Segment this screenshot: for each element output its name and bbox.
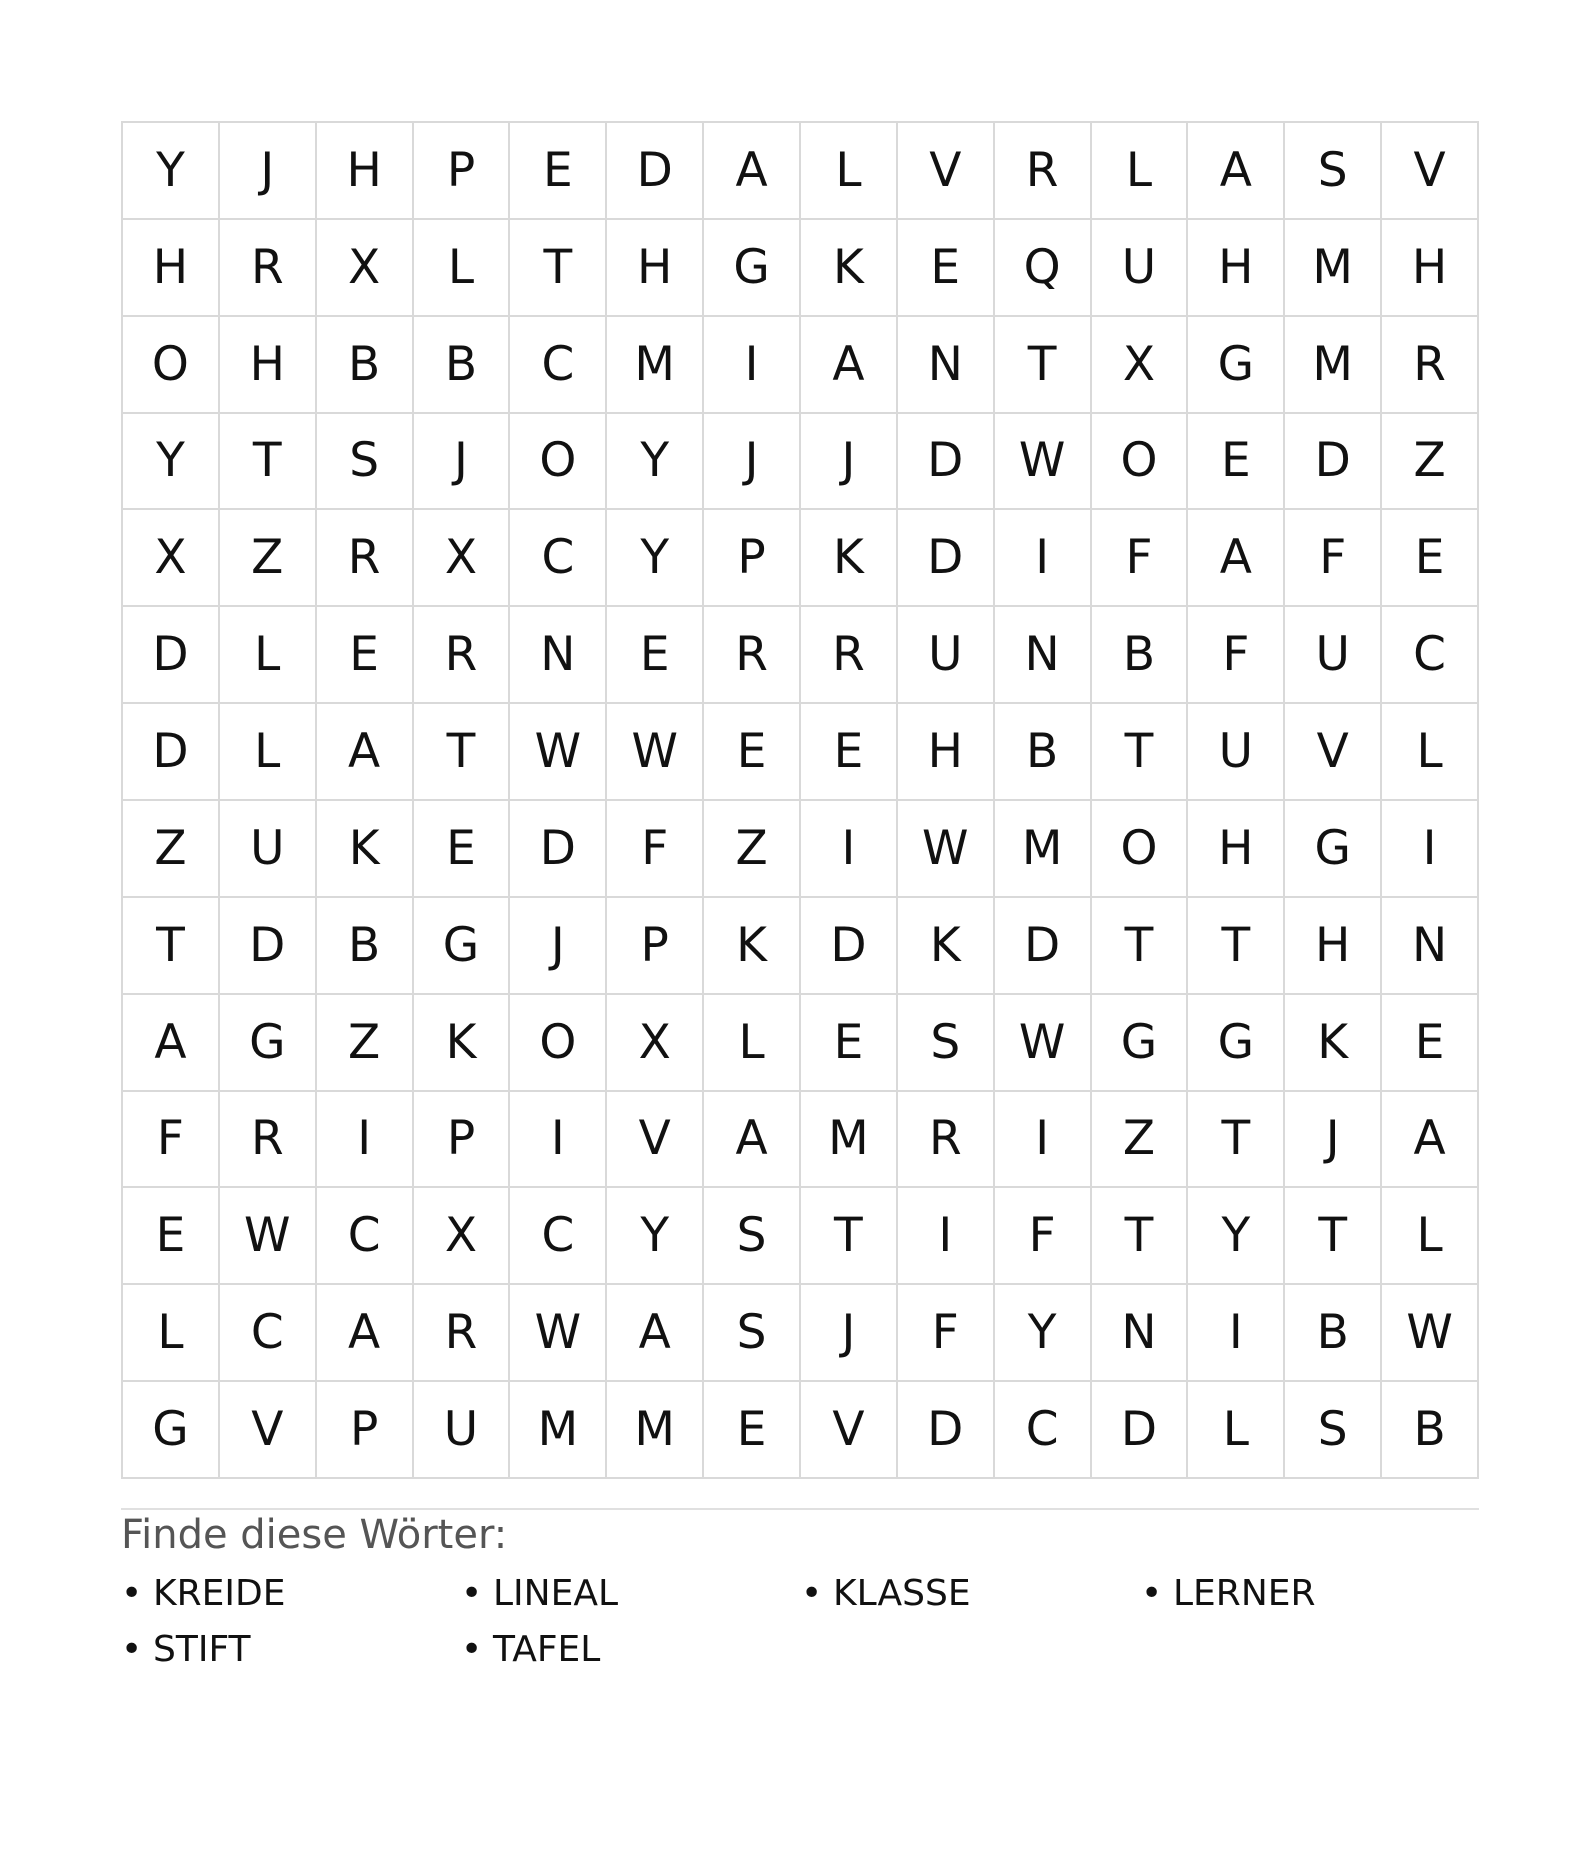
grid-cell[interactable]: Y (607, 1188, 704, 1285)
grid-cell[interactable]: V (1285, 704, 1382, 801)
grid-cell[interactable]: I (801, 801, 898, 898)
word-label: KLASSE (833, 1573, 971, 1614)
grid-cell[interactable]: S (1285, 1382, 1382, 1479)
grid-cell[interactable]: L (1188, 1382, 1285, 1479)
grid-cell[interactable]: S (704, 1188, 801, 1285)
grid-cell[interactable]: A (1188, 123, 1285, 220)
grid-cell[interactable]: G (1188, 317, 1285, 414)
grid-cell[interactable]: J (414, 414, 511, 511)
grid-cell[interactable]: G (123, 1382, 220, 1479)
grid-cell[interactable]: I (995, 510, 1092, 607)
grid-cell[interactable]: E (414, 801, 511, 898)
grid-cell[interactable]: B (317, 898, 414, 995)
grid-cell[interactable]: L (801, 123, 898, 220)
grid-cell[interactable]: D (220, 898, 317, 995)
grid-cell[interactable]: D (1092, 1382, 1189, 1479)
grid-cell[interactable]: D (898, 414, 995, 511)
grid-cell[interactable]: D (607, 123, 704, 220)
grid-cell[interactable]: C (510, 317, 607, 414)
word-label: LINEAL (493, 1573, 619, 1614)
grid-cell[interactable]: L (123, 1285, 220, 1382)
grid-cell[interactable]: T (510, 220, 607, 317)
grid-cell[interactable]: T (220, 414, 317, 511)
grid-cell[interactable]: U (898, 607, 995, 704)
grid-cell[interactable]: E (801, 995, 898, 1092)
grid-cell[interactable]: H (607, 220, 704, 317)
grid-cell[interactable]: C (220, 1285, 317, 1382)
grid-cell[interactable]: D (898, 1382, 995, 1479)
grid-cell[interactable]: W (510, 1285, 607, 1382)
grid-cell[interactable]: E (898, 220, 995, 317)
grid-cell[interactable]: T (414, 704, 511, 801)
grid-cell[interactable]: T (1188, 898, 1285, 995)
grid-cell[interactable]: H (123, 220, 220, 317)
grid-cell[interactable]: X (414, 510, 511, 607)
grid-cell[interactable]: E (510, 123, 607, 220)
grid-cell[interactable]: S (898, 995, 995, 1092)
grid-cell[interactable]: L (1382, 704, 1479, 801)
grid-cell[interactable]: O (510, 995, 607, 1092)
grid-cell[interactable]: K (801, 510, 898, 607)
word-list-item (461, 1570, 801, 1618)
grid-cell[interactable]: V (607, 1092, 704, 1189)
grid-cell[interactable]: H (1188, 801, 1285, 898)
grid-cell[interactable]: B (1092, 607, 1189, 704)
grid-cell[interactable]: R (801, 607, 898, 704)
grid-cell[interactable]: W (607, 704, 704, 801)
grid-cell[interactable]: I (704, 317, 801, 414)
grid-cell[interactable]: E (123, 1188, 220, 1285)
grid-cell[interactable]: V (1382, 123, 1479, 220)
grid-cell[interactable]: Z (317, 995, 414, 1092)
bullet-icon: • (461, 1629, 483, 1670)
grid-cell[interactable]: P (317, 1382, 414, 1479)
grid-cell[interactable]: E (1382, 995, 1479, 1092)
grid-cell[interactable]: V (220, 1382, 317, 1479)
grid-cell[interactable]: T (995, 317, 1092, 414)
grid-cell[interactable]: T (123, 898, 220, 995)
grid-cell[interactable]: R (317, 510, 414, 607)
grid-cell[interactable]: B (1285, 1285, 1382, 1382)
grid-cell[interactable]: Y (995, 1285, 1092, 1382)
grid-cell[interactable]: N (1092, 1285, 1189, 1382)
word-list-item (121, 1626, 461, 1674)
grid-cell[interactable]: L (1092, 123, 1189, 220)
word-list (121, 1570, 1479, 1674)
grid-cell[interactable]: Z (704, 801, 801, 898)
grid-cell[interactable]: X (414, 1188, 511, 1285)
grid-cell[interactable]: A (704, 123, 801, 220)
grid-cell[interactable]: E (317, 607, 414, 704)
grid-cell[interactable]: S (1285, 123, 1382, 220)
grid-cell[interactable]: V (801, 1382, 898, 1479)
grid-cell[interactable]: T (1188, 1092, 1285, 1189)
grid-cell[interactable]: G (1092, 995, 1189, 1092)
word-label: STIFT (153, 1629, 251, 1670)
grid-cell[interactable]: A (1188, 510, 1285, 607)
grid-cell[interactable]: Y (123, 123, 220, 220)
grid-cell[interactable]: U (1092, 220, 1189, 317)
grid-cell[interactable]: E (607, 607, 704, 704)
grid-cell[interactable]: W (898, 801, 995, 898)
word-label: LERNER (1173, 1573, 1316, 1614)
grid-cell[interactable]: R (995, 123, 1092, 220)
grid-cell[interactable]: N (995, 607, 1092, 704)
grid-cell[interactable]: R (704, 607, 801, 704)
grid-cell[interactable]: B (414, 317, 511, 414)
grid-cell[interactable]: T (1092, 898, 1189, 995)
grid-cell[interactable]: X (607, 995, 704, 1092)
word-list-item (801, 1570, 1141, 1618)
grid-cell[interactable]: H (1188, 220, 1285, 317)
grid-cell[interactable]: A (1382, 1092, 1479, 1189)
grid-cell[interactable]: W (510, 704, 607, 801)
grid-cell[interactable]: B (995, 704, 1092, 801)
grid-cell[interactable]: G (414, 898, 511, 995)
grid-cell[interactable]: F (898, 1285, 995, 1382)
grid-cell[interactable]: O (123, 317, 220, 414)
grid-cell[interactable]: H (317, 123, 414, 220)
grid-cell[interactable]: F (1188, 607, 1285, 704)
grid-cell[interactable]: E (704, 704, 801, 801)
grid-cell[interactable]: Z (1382, 414, 1479, 511)
grid-cell[interactable]: O (510, 414, 607, 511)
grid-cell[interactable]: L (704, 995, 801, 1092)
grid-cell[interactable]: Z (123, 801, 220, 898)
grid-cell[interactable]: K (1285, 995, 1382, 1092)
grid-cell[interactable]: L (414, 220, 511, 317)
grid-cell[interactable]: G (1188, 995, 1285, 1092)
grid-cell[interactable]: B (1382, 1382, 1479, 1479)
grid-cell[interactable]: E (1188, 414, 1285, 511)
grid-cell[interactable]: E (704, 1382, 801, 1479)
grid-cell[interactable]: A (317, 1285, 414, 1382)
grid-cell[interactable]: Z (220, 510, 317, 607)
grid-cell[interactable]: K (801, 220, 898, 317)
grid-cell[interactable]: P (414, 123, 511, 220)
grid-cell[interactable]: M (607, 317, 704, 414)
grid-cell[interactable]: R (1382, 317, 1479, 414)
grid-cell[interactable]: J (801, 414, 898, 511)
grid-cell[interactable]: D (123, 704, 220, 801)
grid-cell[interactable]: K (414, 995, 511, 1092)
grid-cell[interactable]: N (510, 607, 607, 704)
grid-cell[interactable]: E (801, 704, 898, 801)
bullet-icon: • (461, 1573, 483, 1614)
grid-cell[interactable]: F (123, 1092, 220, 1189)
grid-cell[interactable]: L (1382, 1188, 1479, 1285)
grid-cell[interactable]: G (220, 995, 317, 1092)
grid-cell[interactable]: U (414, 1382, 511, 1479)
grid-cell[interactable]: F (1285, 510, 1382, 607)
grid-cell[interactable]: G (704, 220, 801, 317)
grid-cell[interactable]: J (510, 898, 607, 995)
grid-cell[interactable]: W (220, 1188, 317, 1285)
word-label: KREIDE (153, 1573, 286, 1614)
grid-cell[interactable]: B (317, 317, 414, 414)
grid-cell[interactable]: L (220, 607, 317, 704)
grid-cell[interactable]: N (1382, 898, 1479, 995)
grid-cell[interactable]: Y (123, 414, 220, 511)
grid-cell[interactable]: F (995, 1188, 1092, 1285)
grid-cell[interactable]: R (414, 1285, 511, 1382)
grid-cell[interactable]: U (1285, 607, 1382, 704)
grid-cell[interactable]: D (801, 898, 898, 995)
grid-cell[interactable]: X (1092, 317, 1189, 414)
grid-cell[interactable]: C (995, 1382, 1092, 1479)
grid-cell[interactable]: M (995, 801, 1092, 898)
word-list-item (461, 1626, 801, 1674)
grid-cell[interactable]: H (1382, 220, 1479, 317)
grid-cell[interactable]: K (898, 898, 995, 995)
grid-cell[interactable]: W (995, 995, 1092, 1092)
grid-cell[interactable]: I (317, 1092, 414, 1189)
grid-cell[interactable]: V (898, 123, 995, 220)
grid-cell[interactable]: A (704, 1092, 801, 1189)
grid-cell[interactable]: T (1092, 1188, 1189, 1285)
grid-cell[interactable]: R (220, 220, 317, 317)
grid-cell[interactable]: O (1092, 801, 1189, 898)
grid-cell[interactable]: M (510, 1382, 607, 1479)
grid-cell[interactable]: S (704, 1285, 801, 1382)
grid-cell[interactable]: D (1285, 414, 1382, 511)
word-list-item (121, 1570, 461, 1618)
grid-cell[interactable]: J (704, 414, 801, 511)
grid-cell[interactable]: I (995, 1092, 1092, 1189)
grid-cell[interactable]: S (317, 414, 414, 511)
grid-cell[interactable]: K (704, 898, 801, 995)
word-list-item (1141, 1570, 1481, 1618)
grid-cell[interactable]: C (1382, 607, 1479, 704)
grid-cell[interactable]: W (995, 414, 1092, 511)
grid-cell[interactable]: I (1188, 1285, 1285, 1382)
grid-cell[interactable]: H (1285, 898, 1382, 995)
grid-cell[interactable]: D (898, 510, 995, 607)
grid-cell[interactable]: R (414, 607, 511, 704)
grid-cell[interactable]: T (1092, 704, 1189, 801)
word-label: TAFEL (493, 1629, 601, 1670)
grid-cell[interactable]: X (123, 510, 220, 607)
grid-cell[interactable]: L (220, 704, 317, 801)
grid-cell[interactable]: X (317, 220, 414, 317)
grid-cell[interactable]: J (801, 1285, 898, 1382)
grid-cell[interactable]: A (317, 704, 414, 801)
grid-cell[interactable]: H (898, 704, 995, 801)
grid-cell[interactable]: K (317, 801, 414, 898)
grid-cell[interactable]: M (1285, 317, 1382, 414)
grid-cell[interactable]: P (607, 898, 704, 995)
grid-cell[interactable]: H (220, 317, 317, 414)
grid-cell[interactable]: W (1382, 1285, 1479, 1382)
grid-cell[interactable]: G (1285, 801, 1382, 898)
grid-cell[interactable]: M (801, 1092, 898, 1189)
grid-cell[interactable]: Z (1092, 1092, 1189, 1189)
grid-cell[interactable]: Y (1188, 1188, 1285, 1285)
grid-cell[interactable]: E (1382, 510, 1479, 607)
grid-cell[interactable]: C (317, 1188, 414, 1285)
grid-cell[interactable]: A (607, 1285, 704, 1382)
grid-cell[interactable]: F (607, 801, 704, 898)
grid-cell[interactable]: M (1285, 220, 1382, 317)
grid-cell[interactable]: C (510, 1188, 607, 1285)
grid-cell[interactable]: P (414, 1092, 511, 1189)
grid-cell[interactable]: R (220, 1092, 317, 1189)
grid-cell[interactable]: U (220, 801, 317, 898)
grid-cell[interactable]: U (1188, 704, 1285, 801)
grid-cell[interactable]: D (995, 898, 1092, 995)
grid-cell[interactable]: I (510, 1092, 607, 1189)
grid-cell[interactable]: D (123, 607, 220, 704)
grid-cell[interactable]: N (898, 317, 995, 414)
grid-cell[interactable]: D (510, 801, 607, 898)
grid-cell[interactable]: I (898, 1188, 995, 1285)
bullet-icon: • (121, 1573, 143, 1614)
grid-cell[interactable]: Q (995, 220, 1092, 317)
grid-cell[interactable]: T (1285, 1188, 1382, 1285)
grid-cell[interactable]: P (704, 510, 801, 607)
grid-cell[interactable]: Y (607, 414, 704, 511)
grid-cell[interactable]: O (1092, 414, 1189, 511)
grid-cell[interactable]: A (123, 995, 220, 1092)
grid-cell[interactable]: A (801, 317, 898, 414)
word-list-title: Finde diese Wörter: (121, 1512, 508, 1558)
grid-cell[interactable]: J (1285, 1092, 1382, 1189)
grid-cell[interactable]: F (1092, 510, 1189, 607)
bullet-icon: • (121, 1629, 143, 1670)
grid-cell[interactable]: R (898, 1092, 995, 1189)
grid-cell[interactable]: I (1382, 801, 1479, 898)
bullet-icon: • (801, 1573, 823, 1614)
grid-cell[interactable]: J (220, 123, 317, 220)
word-search-grid (121, 121, 1479, 1479)
grid-cell[interactable]: T (801, 1188, 898, 1285)
grid-cell[interactable]: M (607, 1382, 704, 1479)
bullet-icon: • (1141, 1573, 1163, 1614)
grid-cell[interactable]: C (510, 510, 607, 607)
grid-cell[interactable]: Y (607, 510, 704, 607)
